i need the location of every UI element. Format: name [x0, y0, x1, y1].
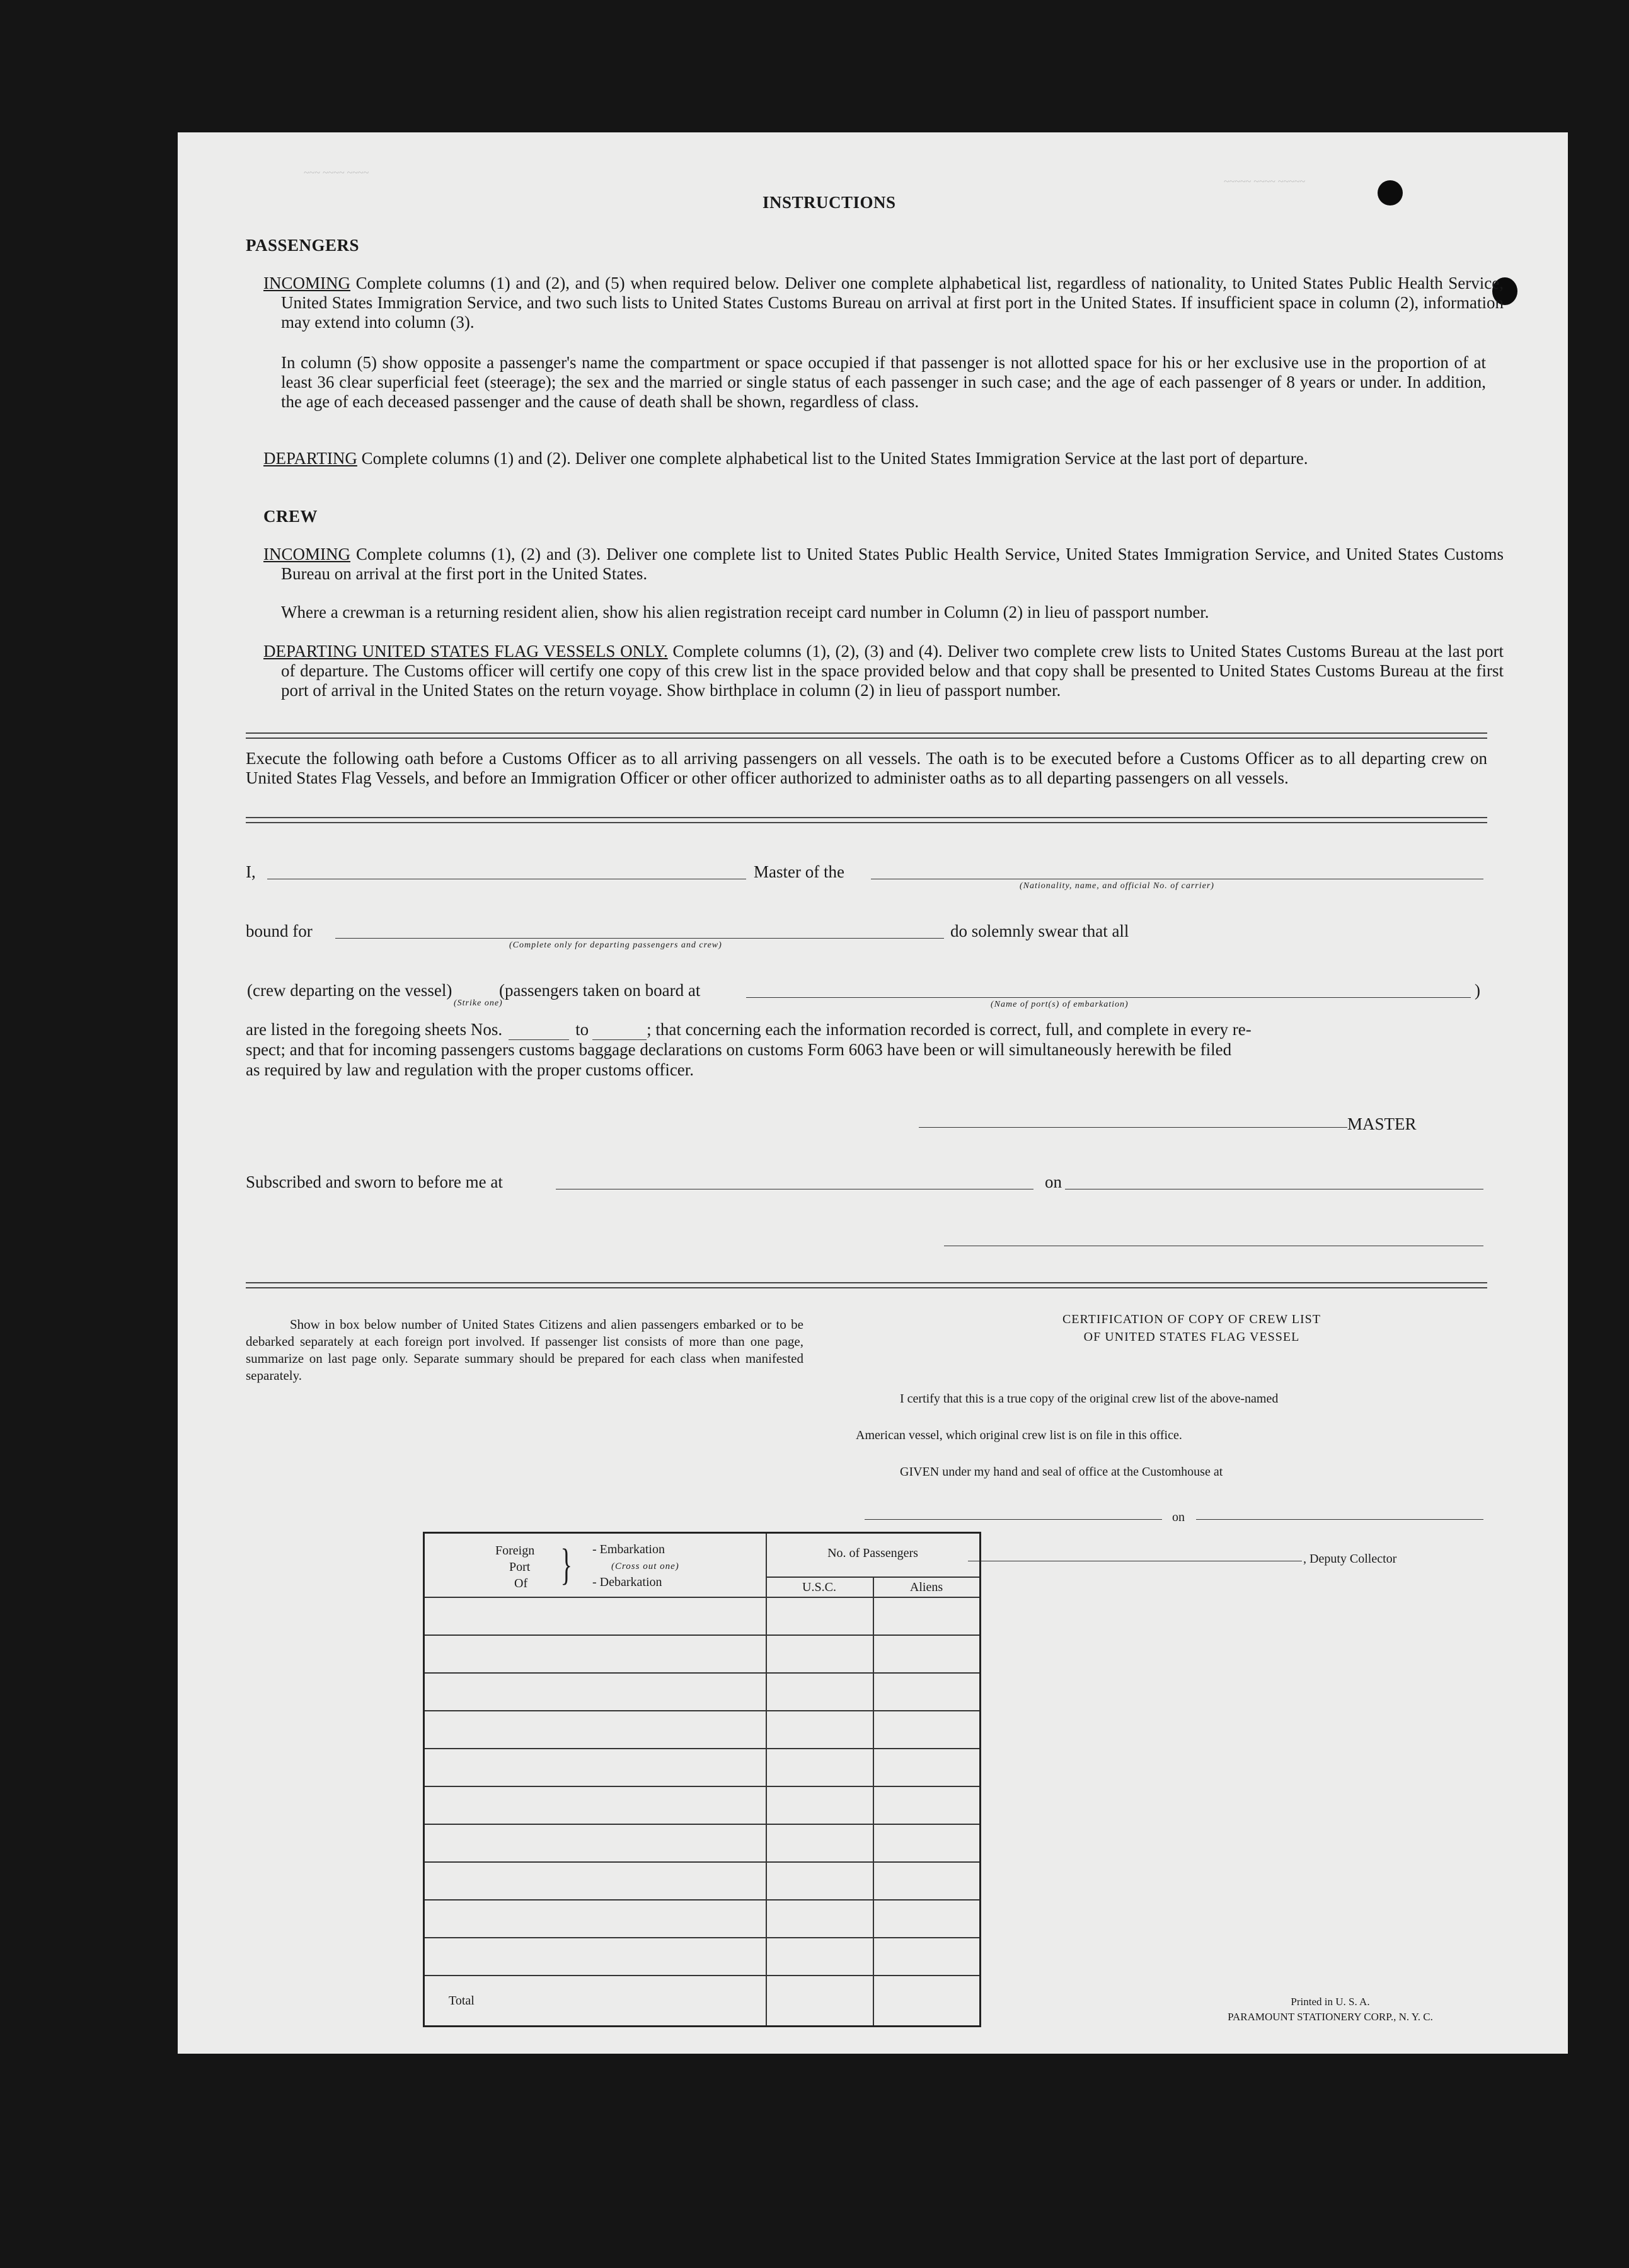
crew-incoming-label: INCOMING [263, 545, 350, 564]
resident-alien-instruction: Where a crewman is a returning resident alien, show his alien registration receipt card number in Column (2) in lieu of passport number. [281, 603, 1209, 622]
crew-departing-instruction [263, 642, 1504, 700]
bound-for-label: bound for [246, 922, 313, 940]
table-header-divider [766, 1577, 979, 1578]
table-row-divider [425, 1710, 979, 1711]
table-row-divider [425, 1861, 979, 1863]
table-row-divider [425, 1634, 979, 1636]
debarkation-label: - Debarkation [592, 1575, 662, 1589]
listed-sheets-text [246, 1020, 1252, 1040]
customhouse-field[interactable] [865, 1519, 1162, 1520]
master-label: MASTER [1347, 1114, 1417, 1133]
passengers-heading: PASSENGERS [246, 236, 360, 255]
crew-incoming-instruction [263, 545, 1504, 584]
deputy-collector-label: , Deputy Collector [1303, 1552, 1397, 1566]
passengers-taken-option: (passengers taken on board at [499, 981, 701, 1000]
close-paren: ) [1475, 981, 1480, 1000]
page-title: INSTRUCTIONS [763, 193, 896, 212]
swear-label: do solemnly swear that all [950, 922, 1129, 940]
foreign-label: Foreign [495, 1544, 535, 1558]
listed-to-label: to [575, 1020, 589, 1039]
crew-heading: CREW [263, 507, 318, 526]
table-row-divider [425, 1672, 979, 1674]
strike-caption: (Strike one) [454, 998, 503, 1008]
sworn-on-label: on [1045, 1172, 1062, 1191]
listed-sheets-continuation: ; that concerning each the information recorded is correct, full, and complete in every re- [647, 1020, 1252, 1039]
total-label: Total [449, 1994, 475, 2008]
listed-sheets-line-4: as required by law and regulation with the proper customs officer. [246, 1060, 694, 1079]
table-row-divider [425, 1975, 979, 1976]
departing-label: DEPARTING [263, 449, 357, 468]
passenger-summary-table [423, 1532, 981, 2027]
sheet-from-field[interactable] [509, 1020, 569, 1040]
bound-for-field[interactable] [335, 938, 944, 939]
certification-text-1: I certify that this is a true copy of the original crew list of the above-named [900, 1392, 1279, 1406]
certification-text-3: GIVEN under my hand and seal of office at the Customhouse at [900, 1465, 1223, 1479]
bleed-through-mark: ~~~~~ ~~~~ ~~~~~ [1224, 176, 1306, 187]
crew-departing-option: (crew departing on the vessel) [247, 981, 452, 1000]
bleed-through-mark: ~~~ ~~~~ ~~~~ [304, 168, 369, 178]
subscribed-label: Subscribed and sworn to before me at [246, 1172, 503, 1191]
ports-caption: (Name of port(s) of embarkation) [991, 1000, 1129, 1009]
section-divider [246, 1282, 1487, 1288]
certification-on-label: on [1172, 1510, 1185, 1524]
bound-for-caption: (Complete only for departing passengers and crew) [509, 940, 722, 950]
summary-instruction: Show in box below number of United States Citizens and alien passengers embarked or to be debarked separately at each foreign port involved. If passenger list consists of more than one page, summarize on last page only. Separate summary should be prepared for each class when manifested separately. [246, 1317, 803, 1383]
cross-out-caption: (Cross out one) [611, 1561, 679, 1571]
carrier-caption: (Nationality, name, and official No. of carrier) [1020, 881, 1214, 891]
certification-text-2: American vessel, which original crew list is on file in this office. [856, 1428, 1182, 1442]
table-row-divider [425, 1748, 979, 1749]
incoming-label: INCOMING [263, 274, 350, 292]
of-label: Of [514, 1577, 528, 1590]
certification-title-1: CERTIFICATION OF COPY OF CREW LIST [1062, 1312, 1321, 1326]
certification-title-2: OF UNITED STATES FLAG VESSEL [1083, 1330, 1300, 1344]
master-of-label: Master of the [754, 862, 844, 881]
table-row-divider [425, 1899, 979, 1901]
form-page [178, 132, 1568, 2054]
column5-instruction: In column (5) show opposite a passenger's name the compartment or space occupied if that passenger is not allotted space for his or her exclusive use in the proportion of at least 36 clear superficial feet (steerage); the sex and the married or single status of each passenger in such case; and the age of each passenger of 8 years or under. In addition, the age of each deceased passenger and the cause of death shall be shown, regardless of class. [281, 353, 1486, 411]
section-divider [246, 732, 1487, 739]
sheet-to-field[interactable] [592, 1020, 647, 1040]
aliens-header: Aliens [909, 1580, 943, 1594]
crew-departing-text: Complete columns (1), (2), (3) and (4). Deliver two complete crew lists to United States Customs Bureau at the last port of departure. The Customs officer will certify one copy of this crew list in the space provided below and that copy shall be presented to United States Customs Bureau at the first port of arrival in the United States on the return voyage. Show birthplace in column (2) in lieu of passport number. [281, 642, 1504, 700]
usc-header: U.S.C. [802, 1580, 836, 1594]
table-row-divider [425, 1786, 979, 1787]
incoming-text: Complete columns (1) and (2), and (5) when required below. Deliver one complete alphabetical list, regardless of nationality, to United States Public Health Service, United States Immigration Service, and two such lists to United States Customs Bureau on arrival at first port in the United States. If insufficient space in column (2), information may extend into column (3). [281, 274, 1504, 332]
section-divider [246, 817, 1487, 823]
ink-blot [1378, 180, 1403, 205]
table-row-divider [425, 1824, 979, 1825]
printer-name: PARAMOUNT STATIONERY CORP., N. Y. C. [1228, 2011, 1433, 2023]
oath-i-label: I, [246, 862, 256, 881]
printed-in-usa: Printed in U. S. A. [1291, 1996, 1370, 2008]
passengers-incoming-instruction [263, 274, 1504, 332]
no-passengers-header: No. of Passengers [827, 1546, 918, 1560]
listed-sheets-label: are listed in the foregoing sheets Nos. [246, 1020, 503, 1039]
port-label: Port [509, 1560, 531, 1574]
embarkation-ports-field[interactable] [746, 997, 1471, 998]
master-signature-field[interactable] [919, 1127, 1347, 1128]
certification-date-field[interactable] [1196, 1519, 1483, 1520]
oath-instruction: Execute the following oath before a Customs Officer as to all arriving passengers on all vessels. The oath is to be executed before a Customs Officer as to all departing crew on United States Flag Vessels, and before an Immigration Officer or other officer authorized to administer oaths as to all departing passengers on all vessels. [246, 749, 1487, 787]
crew-departing-label: DEPARTING UNITED STATES FLAG VESSELS ONLY. [263, 642, 668, 661]
passengers-departing-instruction [263, 449, 1504, 468]
brace-icon: } [560, 1541, 573, 1589]
crew-incoming-text: Complete columns (1), (2) and (3). Deliver one complete list to United States Public Health Service, United States Immigration Service, and United States Customs Bureau on arrival at the first port in the United States. [281, 545, 1504, 583]
table-row-divider [425, 1937, 979, 1938]
table-row-divider [425, 1597, 979, 1598]
departing-text: Complete columns (1) and (2). Deliver one complete alphabetical list to the United States Immigration Service at the last port of departure. [357, 449, 1308, 468]
listed-sheets-line-3: spect; and that for incoming passengers customs baggage declarations on customs Form 6063 have been or will simultaneously herewith be filed [246, 1040, 1232, 1059]
embarkation-label: - Embarkation [592, 1542, 665, 1556]
table-column-divider [766, 1534, 767, 2025]
table-column-divider [873, 1577, 874, 2025]
